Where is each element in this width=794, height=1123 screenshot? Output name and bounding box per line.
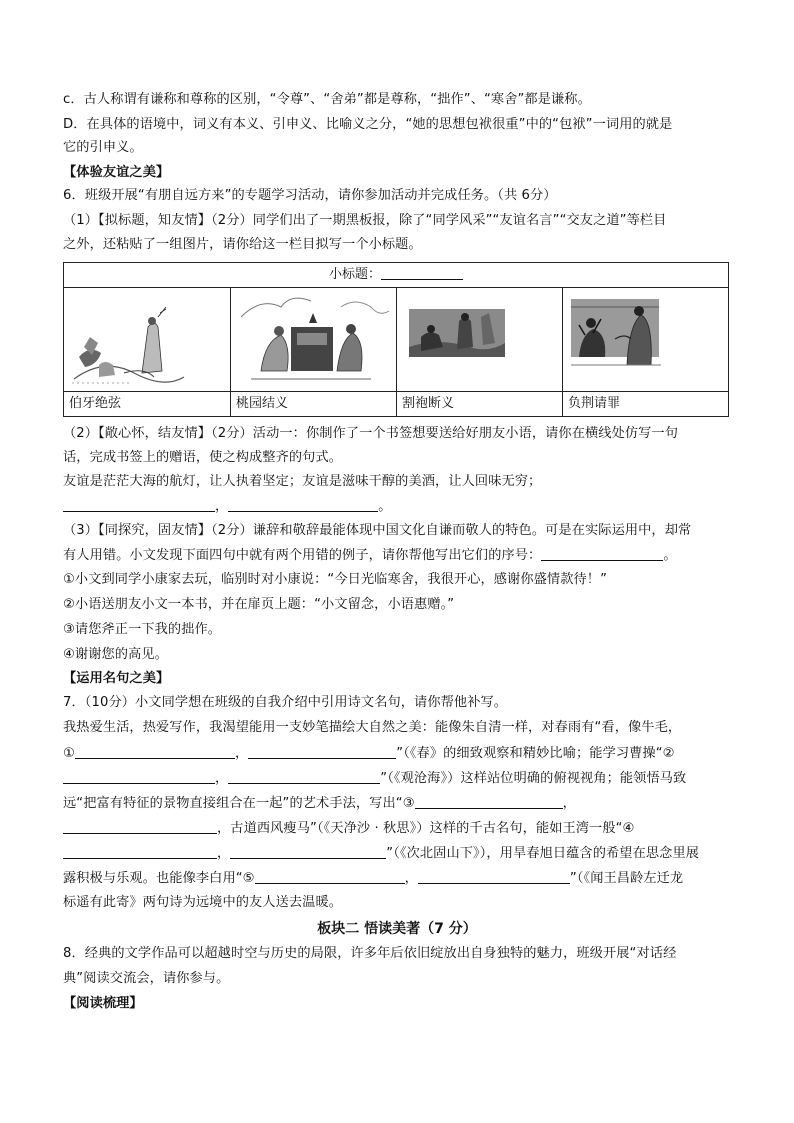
question-6-2-line1: （2）【敞心怀，结友情】（2分）活动一：你制作了一个书签想要送给好朋友小语，请你在横线处仿写一句 [63, 426, 679, 441]
question-6: 6．班级开展“有朋自远方来”的专题学习活动，请你参加活动并完成任务。（共 6分） [63, 188, 557, 203]
question-6-3-text: 有人用错。小文发现下面四句中就有两个用错的例子，请你帮他写出它们的序号： [63, 548, 542, 563]
question-7-line-d: 远“把富有特征的景物直接组合在一起”的艺术手法，写出“③ ， [63, 796, 576, 811]
question-7-line-g: 露积极与乐观。也能像李白用“⑤ ， ”（《闻王昌龄左迁龙 [63, 871, 684, 886]
caption-fujing: 负荆请罪 [568, 396, 621, 411]
blank-5a[interactable] [255, 869, 405, 884]
question-7-line-e: ，古道西风瘦马”（《天净沙 · 秋思》）这样的千古名句，能如王湾一般“④ [63, 819, 735, 838]
bookmark-answer [63, 497, 391, 516]
question-6-2-example: 友谊是茫茫大海的航灯，让人执着坚定；友谊是滋味干醇的美酒，让人回味无穷； [63, 474, 542, 489]
question-6-1-line2: 之外，还粘贴了一组图片，请你给这一栏目拟写一个小标题。 [63, 237, 422, 252]
question-6-3-end: 。 [663, 548, 677, 563]
error-number-blank[interactable] [541, 546, 663, 561]
blank-2b[interactable] [228, 769, 380, 784]
question-7-intro: 我热爱生活，热爱写作，我渴望能用一支妙笔描绘大自然之美：能像朱自清一样，对春雨有“看，像牛毛， [63, 720, 682, 735]
question-7-line-f: ， ”（《次北固山下》），用旱春旭日蕴含的希望在思念里展 [63, 844, 735, 863]
option-2: ②小语送朋友小文一本书，并在扉页上题：“小文留念，小语惠赠。” [63, 597, 455, 612]
picture-table [63, 262, 729, 417]
option-1: ①小文到同学小康家去玩，临别时对小康说：“今日光临寒舍，我很开心，感谢你盛情款待！” [63, 572, 607, 587]
picture-cell-fujing [563, 287, 728, 416]
blank-5b[interactable] [418, 869, 570, 884]
subtitle-label: 小标题： [328, 267, 381, 282]
boya-illustration [64, 287, 230, 392]
blank-4a[interactable] [63, 844, 217, 859]
question-6-3-line1: （3）【同探究，固友情】（2分）谦辞和敬辞最能体现中国文化自谦而敬人的特色。可是在实际运用中，却常 [63, 523, 692, 538]
question-6-2-line2: 话，完成书签上的赠语，使之构成整齐的句式。 [63, 450, 343, 465]
subtitle-answer-blank[interactable] [381, 267, 463, 280]
block-2-heading: 板块二 悟读美著（7 分） [317, 921, 477, 937]
picture-cell-taoyuan [231, 287, 396, 416]
question-6-3-line2 [63, 546, 735, 565]
caption-boya: 伯牙绝弦 [69, 396, 122, 411]
question-7-line-c: ， ”（《观沧海》）这样站位明确的俯视视角；能领悟马致 [63, 769, 735, 788]
option-c: c．古人称谓有谦称和尊称的区别，“令尊”、“舍弟”都是尊称，“拙作”、“寒舍”都是谦称。 [63, 92, 591, 107]
gepao-illustration [397, 287, 562, 392]
caption-taoyuan: 桃园结义 [236, 396, 289, 411]
option-3: ③请您斧正一下我的拙作。 [63, 622, 222, 637]
period-a: 。 [378, 499, 392, 514]
question-7-line-b: ① ， ”（《春》的细致观察和精妙比喻；能学习曹操“② [63, 746, 675, 761]
question-6-1-line1: （1）【拟标题，知友情】（2分）同学们出了一期黑板报，除了“同学风采”“友谊名言”“交友之道”等栏目 [63, 213, 667, 228]
comma-a: ， [215, 499, 229, 514]
section-famous-lines: 【运用名句之美】 [63, 671, 170, 686]
blank-3b[interactable] [63, 819, 217, 834]
blank-4b[interactable] [230, 844, 386, 859]
section-friendship: 【体验友谊之美】 [63, 165, 170, 180]
question-8-line1: 8．经典的文学作品可以超越时空与历史的局限，许多年后依旧绽放出自身独特的魅力，班级开展“对话经 [63, 946, 677, 961]
picture-cell-gepao [397, 287, 562, 416]
picture-cell-boya [64, 287, 230, 416]
caption-gepao: 割袍断义 [402, 396, 455, 411]
option-d-cont: 它的引申义。 [63, 140, 143, 155]
blank-1b[interactable] [248, 744, 396, 759]
table-header [64, 263, 728, 288]
fujing-illustration [563, 287, 728, 392]
question-7: 7．（10分）小文同学想在班级的自我介绍中引用诗文名句，请你帮他补写。 [63, 695, 508, 710]
bookmark-blank-1[interactable] [63, 497, 215, 512]
question-8-line2: 典”阅读交流会，请你参与。 [63, 971, 230, 986]
option-4: ④谢谢您的高见。 [63, 647, 168, 662]
blank-3a[interactable] [415, 794, 563, 809]
blank-1a[interactable] [75, 744, 235, 759]
option-d: D．在具体的语境中，词义有本义、引申义、比喻义之分，“她的思想包袱很重”中的“包袱”一词用的就是 [63, 117, 673, 132]
blank-2a[interactable] [63, 769, 215, 784]
taoyuan-illustration [231, 287, 396, 392]
bookmark-blank-2[interactable] [228, 497, 378, 512]
section-reading: 【阅读梳理】 [63, 996, 143, 1011]
question-7-line-h: 标遥有此寄》两句诗为远境中的友人送去温暖。 [63, 895, 343, 910]
